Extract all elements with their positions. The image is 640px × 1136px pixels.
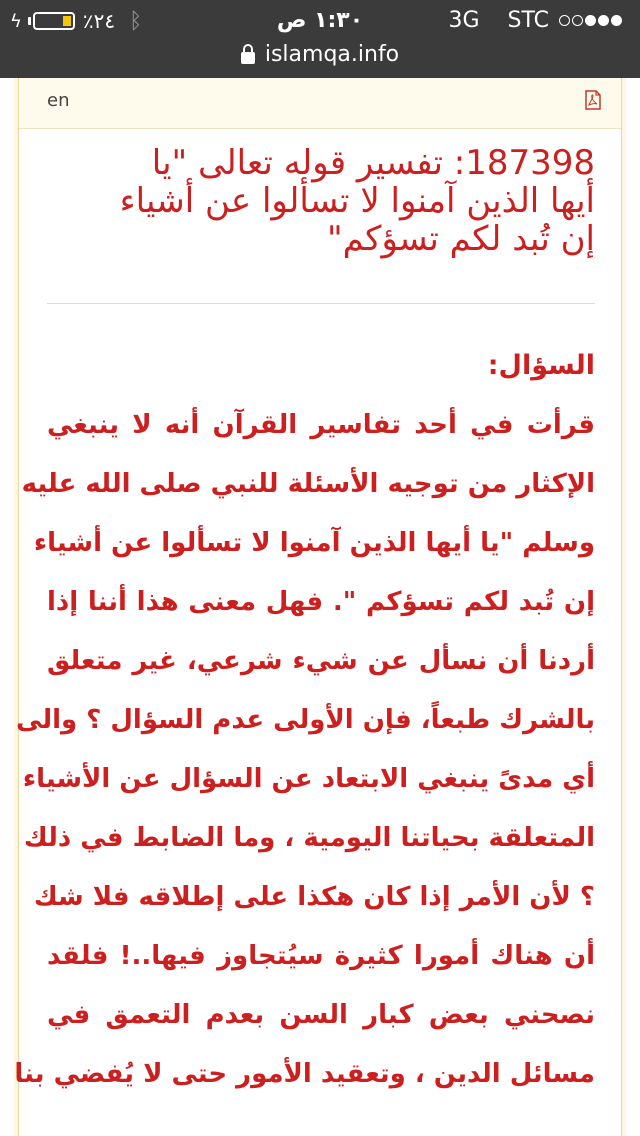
battery-percent: ٪٢٤	[82, 9, 116, 33]
status-time: ١:٣٠ ص	[276, 8, 364, 33]
lock-icon	[241, 52, 255, 64]
title-line: 187398: تفسير قوله تعالى "يا	[151, 143, 595, 183]
body-line: بالشرك طبعاً، فإن الأولى عدم السؤال ؟ والى	[16, 705, 595, 735]
status-right-group	[448, 8, 622, 33]
url-text[interactable]: islamqa.info	[264, 42, 400, 67]
signal-dot	[559, 15, 570, 26]
charging-bolt-icon: ϟ	[10, 10, 22, 32]
signal-dot	[598, 15, 609, 26]
body-line: وسلم "يا أيها الذين آمنوا لا تسألوا عن أشياء	[33, 528, 595, 558]
browser-top-bar	[0, 0, 640, 78]
language-bar	[19, 78, 621, 129]
network-type: 3G	[448, 8, 480, 33]
signal-dot	[611, 15, 622, 26]
language-link-en[interactable]: en	[47, 90, 70, 111]
signal-dot	[585, 15, 596, 26]
question-label: السؤال:	[487, 350, 595, 381]
body-line: المتعلقة بحياتنا اليومية ، وما الضابط في ذلك	[23, 823, 595, 853]
address-bar[interactable]	[0, 42, 640, 67]
body-line: أن هناك أمورا كثيرة سيُتجاوز فيها..! فلقد	[47, 941, 595, 971]
body-line: الإكثار من توجيه الأسئلة للنبي صلى الله عليه	[21, 469, 595, 499]
pdf-icon[interactable]	[585, 90, 601, 110]
title-line: أيها الذين آمنوا لا تسألوا عن أشياء	[119, 181, 595, 221]
title-divider	[47, 303, 595, 304]
carrier-name: STC	[507, 8, 549, 33]
signal-dot	[572, 15, 583, 26]
body-line: نصحني بعض كبار السن بعدم التعمق في	[47, 1000, 595, 1030]
body-line: ؟ لأن الأمر إذا كان هكذا على إطلاقه فلا شك	[33, 882, 595, 912]
page-title	[47, 144, 595, 258]
bluetooth-icon: ᛒ	[129, 8, 143, 34]
body-line: مسائل الدين ، وتعقيد الأمور حتى لا يُفضي بنا	[14, 1059, 595, 1089]
status-bar	[0, 0, 640, 40]
body-line: إن تُبد لكم تسؤكم ". فهل معنى هذا أننا إذا	[47, 587, 595, 617]
page-frame	[14, 78, 626, 1136]
article-container	[14, 78, 622, 1136]
question-body	[14, 396, 595, 1104]
title-line: إن تُبد لكم تسؤكم"	[327, 219, 595, 259]
body-line: أي مدىً ينبغي الابتعاد عن السؤال عن الأشياء	[22, 764, 595, 794]
body-line: قرأت في أحد تفاسير القرآن أنه لا ينبغي	[47, 410, 595, 440]
body-line: أردنا أن نسأل عن شيء شرعي، غير متعلق	[47, 646, 595, 676]
signal-dots-icon	[557, 15, 622, 26]
